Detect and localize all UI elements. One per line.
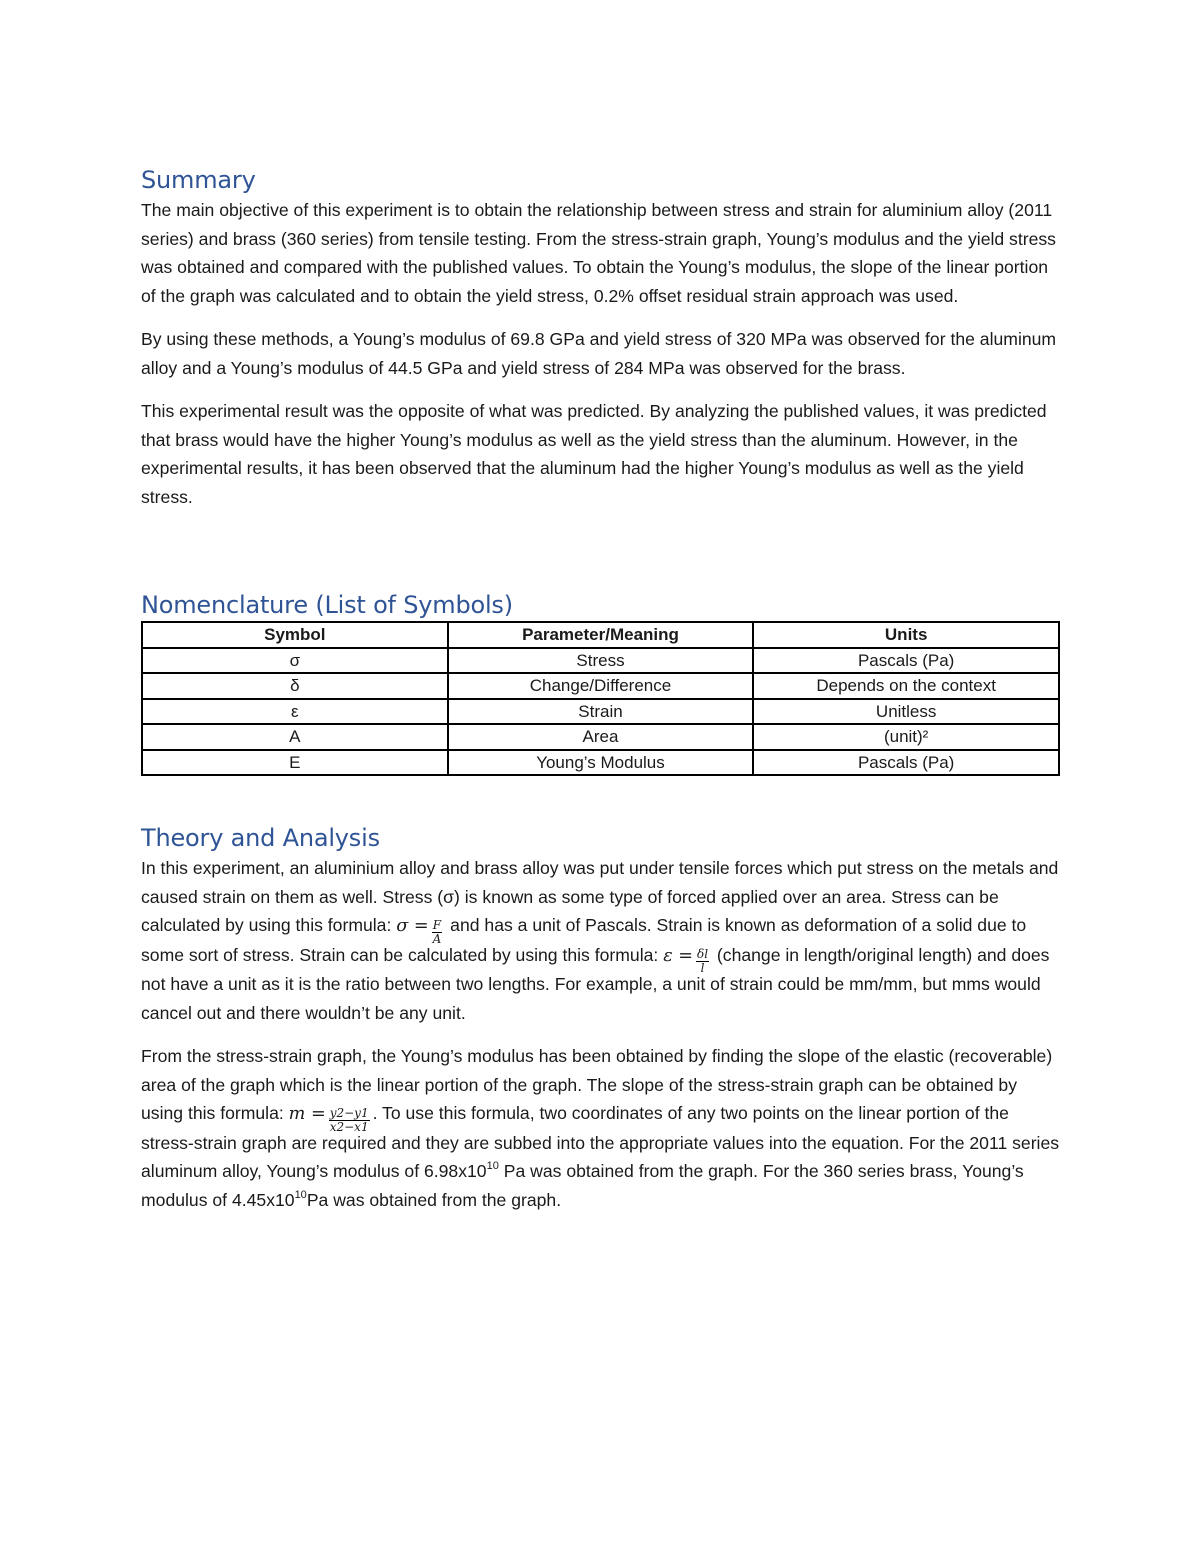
theory-text: and has a unit of Pascals. Strain is known as deformation of a solid due to some sort of stress. Strain can be calculated by using this formula: bbox=[141, 915, 1027, 965]
summary-heading: Summary bbox=[141, 166, 256, 194]
cell-parameter: Young’s Modulus bbox=[448, 750, 754, 776]
cell-symbol: σ bbox=[142, 648, 448, 674]
table-row bbox=[142, 648, 1059, 674]
summary-paragraph-2: By using these methods, a Young’s modulus of 69.8 GPa and yield stress of 320 MPa was observed for the aluminum alloy and a Young’s modulus of 44.5 GPa and yield stress of 284 MPa was observed for the brass. bbox=[141, 329, 1057, 378]
exponent: 10 bbox=[294, 1188, 307, 1201]
theory-paragraph-2 bbox=[141, 1042, 1061, 1214]
strain-formula-lhs: ε = bbox=[663, 945, 693, 966]
summary-paragraph-3: This experimental result was the opposite of what was predicted. By analyzing the published values, it was predicted that brass would have the higher Young’s modulus as well as the yield stress than the aluminum. However, in the experimental results, it has been observed that the aluminum had the higher Young’s modulus as well as the yield stress. bbox=[141, 401, 1047, 507]
table-row bbox=[142, 699, 1059, 725]
cell-parameter: Strain bbox=[448, 699, 754, 725]
cell-parameter: Stress bbox=[448, 648, 754, 674]
cell-units: Unitless bbox=[753, 699, 1059, 725]
stress-formula-denominator: A bbox=[432, 931, 442, 946]
theory-text: . To use this formula, two coordinates of any two points on the linear portion of the stress-strain graph are required and they are subbed into the appropriate values into the equation. For the 2011 series aluminum alloy, Young’s modulus of 6.98x10 bbox=[141, 1103, 1060, 1181]
cell-parameter: Change/Difference bbox=[448, 673, 754, 699]
strain-formula-numerator: δl bbox=[696, 947, 709, 962]
cell-parameter: Area bbox=[448, 724, 754, 750]
header-parameter: Parameter/Meaning bbox=[448, 622, 754, 648]
theory-text: (change in length/original length) and does not have a unit as it is the ratio between two lengths. For example, a unit of strain could be mm/mm, but mms would cancel out and there wouldn’t be any unit. bbox=[141, 944, 1050, 1023]
cell-units: (unit)² bbox=[753, 724, 1059, 750]
table-row bbox=[142, 750, 1059, 776]
cell-symbol: E bbox=[142, 750, 448, 776]
cell-units: Depends on the context bbox=[753, 673, 1059, 699]
nomenclature-table bbox=[141, 621, 1060, 776]
slope-formula-fraction bbox=[329, 1107, 370, 1134]
slope-formula-numerator: y2−y1 bbox=[329, 1105, 369, 1120]
theory-paragraph-1 bbox=[141, 854, 1061, 1027]
cell-symbol: δ bbox=[142, 673, 448, 699]
stress-formula-lhs: σ = bbox=[396, 916, 429, 936]
theory-heading: Theory and Analysis bbox=[141, 824, 380, 852]
stress-formula-numerator: F bbox=[432, 917, 442, 932]
theory-text: In this experiment, an aluminium alloy and brass alloy was put under tensile forces which put stress on the metals and caused strain on them as well. Stress (σ) is known as some type of forced applied over an area. Stress can be calculated by using this formula: bbox=[141, 858, 1059, 935]
stress-formula-fraction bbox=[432, 919, 443, 946]
cell-units: Pascals (Pa) bbox=[753, 648, 1059, 674]
slope-formula-lhs: m = bbox=[288, 1104, 326, 1124]
cell-symbol: A bbox=[142, 724, 448, 750]
cell-units: Pascals (Pa) bbox=[753, 750, 1059, 776]
document-content bbox=[141, 166, 1061, 1214]
summary-paragraph-1: The main objective of this experiment is to obtain the relationship between stress and strain for aluminium alloy (2011 series) and brass (360 series) from tensile testing. From the stress-strain graph, Young’s modulus and the yield stress was obtained and compared with the published values. To obtain the Young’s modulus, the slope of the linear portion of the graph was calculated and to obtain the yield stress, 0.2% offset residual strain approach was used. bbox=[141, 200, 1056, 306]
strain-formula-denominator: l bbox=[700, 961, 705, 976]
theory-text: Pa was obtained from the graph. For the 360 series brass, Young’s modulus of 4.45x10 bbox=[141, 1161, 1024, 1210]
table-header-row bbox=[142, 622, 1059, 648]
table-row bbox=[142, 673, 1059, 699]
header-units: Units bbox=[753, 622, 1059, 648]
header-symbol: Symbol bbox=[142, 622, 448, 648]
nomenclature-heading: Nomenclature (List of Symbols) bbox=[141, 591, 513, 619]
theory-text: From the stress-strain graph, the Young’s modulus has been obtained by finding the slope of the elastic (recoverable) area of the graph which is the linear portion of the graph. The slope of the stress-strain graph can be obtained by using this formula: bbox=[141, 1046, 1053, 1123]
table-row bbox=[142, 724, 1059, 750]
theory-text: Pa was obtained from the graph. bbox=[306, 1189, 562, 1210]
cell-symbol: ε bbox=[142, 699, 448, 725]
slope-formula-denominator: x2−x1 bbox=[329, 1119, 369, 1134]
exponent: 10 bbox=[486, 1160, 499, 1172]
strain-formula-fraction bbox=[696, 948, 709, 975]
